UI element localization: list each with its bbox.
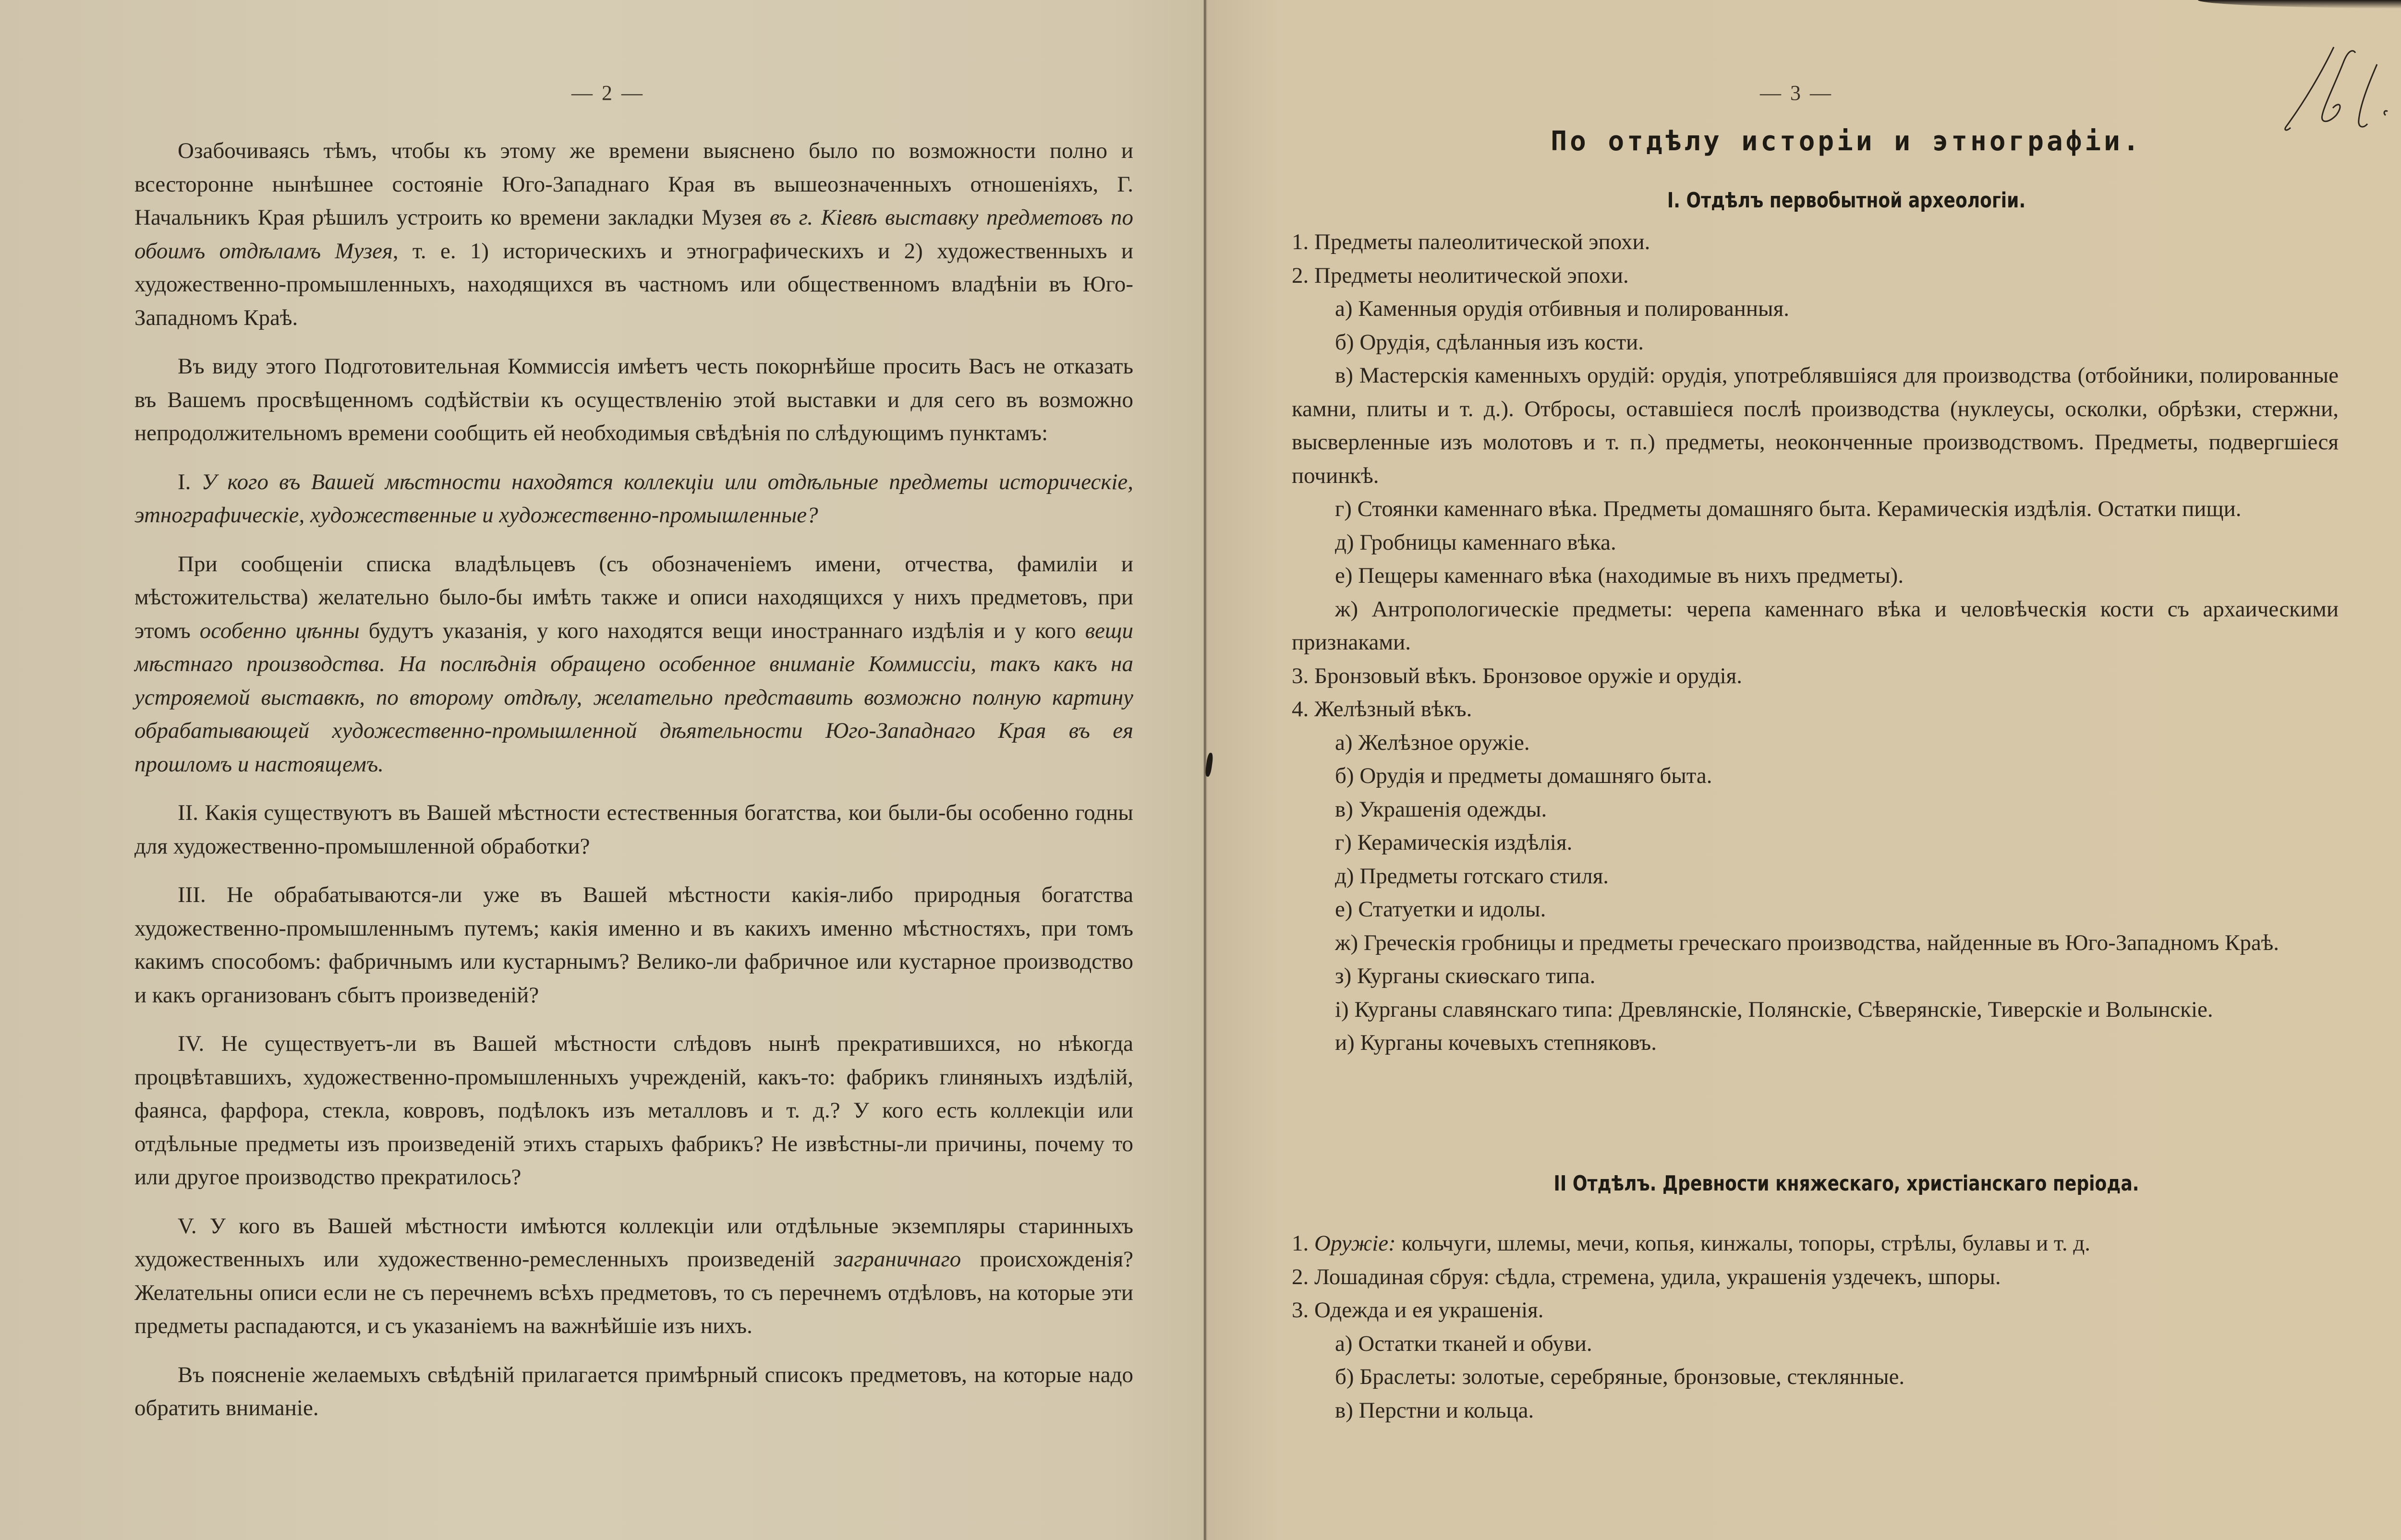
paragraph	[134, 878, 1133, 1012]
paragraph-gap	[134, 1343, 1133, 1359]
section-2-list	[1292, 1227, 2339, 1427]
text: IV. Не существуетъ-ли въ Вашей мѣстности слѣдовъ нынѣ прекратившихся, но нѣкогда процвѣтавшихъ, художественно-промышленныхъ учрежденій, какъ-то: фабрикъ глиняныхъ издѣлій, фаянса, фарфора, стекла, ковровъ, подѣлокъ изъ металловъ и т. д.? У кого есть коллекціи или отдѣльные предметы изъ произведеній этихъ старыхъ фабрикъ? Не извѣстны-ли причины, почему то или другое производство прекратилось?	[134, 1031, 1133, 1190]
paragraph	[134, 1027, 1133, 1194]
list-subitem: б) Орудія и предметы домашняго быта.	[1335, 763, 1712, 788]
list-subitem: а) Желѣзное оружіе.	[1335, 730, 1530, 755]
paragraph-gap	[134, 532, 1133, 548]
paragraph	[134, 466, 1133, 532]
list-item: 3. Бронзовый вѣкъ. Бронзовое оружіе и орудія.	[1292, 663, 1743, 688]
italic-text: въ г. Кіевѣ выставку предметовъ по обоимъ отдѣламъ Музея	[134, 205, 1134, 264]
text: будутъ указанія, у кого находятся вещи иностраннаго издѣлія и у кого	[359, 618, 1085, 643]
list-subitem: д) Предметы готскаго стиля.	[1335, 863, 1609, 889]
text: III. Не обрабатываются-ли уже въ Вашей мѣстности какія-либо природныя богатства художественно-промышленнымъ путемъ; какія именно и въ какихъ именно мѣстностяхъ, при томъ какимъ способомъ: фабричнымъ или кустарнымъ? Велико-ли фабричное или кустарное производство и какъ организованъ сбытъ произведеній?	[134, 882, 1133, 1008]
list-subitem: е) Пещеры каменнаго вѣка (находимые въ нихъ предметы).	[1335, 563, 1904, 588]
paragraph-gap	[134, 450, 1133, 466]
section-2-heading: II Отдѣлъ. Древности княжескаго, христіанскаго періода.	[1553, 1171, 2139, 1196]
list-subitem: в) Перстни и кольца.	[1335, 1397, 1534, 1423]
text: При сообщеніи списка владѣльцевъ (съ обозначеніемъ имени, отчества, фамиліи и мѣстожительства) желательно было-бы имѣть также и описи находящихся у нихъ предметовъ, при этомъ	[134, 551, 1133, 643]
list-subitem: в) Украшенія одежды.	[1335, 796, 1547, 822]
list-item: 2. Предметы неолитической эпохи.	[1292, 263, 1629, 288]
paragraph	[134, 796, 1133, 863]
italic-text: У кого въ Вашей мѣстности находятся коллекціи или отдѣльные предметы историческіе, этнографическіе, художественные и художественно-промышленные?	[134, 469, 1133, 528]
italic-text: заграничнаго	[834, 1247, 961, 1272]
list-subitem: а) Каменныя орудія отбивныя и полированныя.	[1335, 296, 1789, 321]
list-item-italic: Оружіе:	[1314, 1231, 1396, 1256]
paragraph-gap	[134, 1012, 1133, 1027]
text: происхожденія? Желательны описи если не съ перечнемъ всѣхъ предметовъ, то съ перечнемъ отдѣловъ, на которые эти предметы распадаются, и съ указаніемъ на важнѣйшіе изъ нихъ.	[134, 1247, 1133, 1338]
list-subitem: ж) Греческія гробницы и предметы греческаго производства, найденные въ Юго-Западномъ Краѣ.	[1335, 930, 2280, 955]
list-subitem: з) Курганы скиѳскаго типа.	[1335, 963, 1596, 988]
page-edge-shadow	[2198, 0, 2401, 9]
list-item	[1292, 1227, 2339, 1261]
paragraph	[134, 548, 1133, 782]
paragraph-gap	[134, 1194, 1133, 1210]
section-1-list	[1292, 226, 2339, 1060]
list-item: 3. Одежда и ея украшенія.	[1292, 1298, 1544, 1323]
list-item: 4. Желѣзный вѣкъ.	[1292, 697, 1472, 722]
page-number-left: — 2 —	[571, 81, 644, 105]
section-1-heading: I. Отдѣлъ первобытной археологіи.	[1667, 188, 2026, 213]
list-subitem: і) Курганы славянскаго типа: Древлянскіе, Полянскіе, Сѣверянскіе, Тиверскіе и Волынскіе.	[1335, 997, 2213, 1022]
italic-text: вещи мѣстнаго производства. На послѣднія обращено особенное вниманіе Коммиссіи, такъ какъ на устрояемой выставкѣ, по второму отдѣлу, желательно представить возможно полную картину обрабатывающей художественно-промышленной дѣятельности Юго-Западнаго Края въ ея прошломъ и настоящемъ.	[134, 618, 1134, 777]
text: I.	[178, 469, 202, 494]
list-subitem: е) Статуетки и идолы.	[1335, 897, 1546, 922]
list-subitem: г) Керамическія издѣлія.	[1335, 830, 1573, 855]
paragraph	[134, 1359, 1133, 1425]
list-subitem: а) Остатки тканей и обуви.	[1335, 1331, 1592, 1356]
paragraph-gap	[134, 781, 1133, 796]
handwritten-folio-number	[2276, 43, 2391, 134]
text: Озабочиваясь тѣмъ, чтобы къ этому же времени выяснено было по возможности полно и всесторонне нынѣшнее состояніе Юго-Западнаго Края въ вышеозначенныхъ отношеніяхъ, Г. Начальникъ Края рѣшилъ устроить ко времени закладки Музея	[134, 138, 1133, 230]
list-subitem: и) Курганы кочевыхъ степняковъ.	[1335, 1030, 1657, 1055]
list-subitem: б) Орудія, сдѣланныя изъ кости.	[1335, 329, 1644, 355]
paragraph-gap	[134, 863, 1133, 878]
text: Въ поясненіе желаемыхъ свѣдѣній прилагается примѣрный списокъ предметовъ, на которые надо обратить вниманіе.	[134, 1362, 1133, 1420]
list-subitem: г) Стоянки каменнаго вѣка. Предметы домашняго быта. Керамическія издѣлія. Остатки пищи.	[1335, 496, 2242, 521]
page-number-right: — 3 —	[1760, 81, 1833, 105]
list-item-label: 1.	[1292, 1231, 1314, 1256]
list-subitem: ж) Антропологическіе предметы: черепа каменнаго вѣка и человѣческія кости съ архаическими признаками.	[1292, 596, 2339, 655]
text: Въ виду этого Подготовительная Коммиссія имѣетъ честь покорнѣйше просить Васъ не отказать въ Вашемъ просвѣщенномъ содѣйствіи къ осуществленію этой выставки и для сего въ возможно непродолжительномъ времени сообщить ей необходимыя свѣдѣнія по слѣдующимъ пунктамъ:	[134, 354, 1133, 445]
paragraph	[134, 1210, 1133, 1343]
text: II. Какія существуютъ въ Вашей мѣстности естественныя богатства, кои были-бы особенно годны для художественно-промышленной обработки?	[134, 800, 1133, 859]
text: , т. е. 1) историческихъ и этнографическихъ и 2) художественныхъ и художественно-промышленныхъ, находящихся въ частномъ или общественномъ владѣніи въ Юго-Западномъ Краѣ.	[134, 238, 1133, 330]
text: V. У кого въ Вашей мѣстности имѣются коллекціи или отдѣльные экземпляры старинныхъ художественныхъ или художественно-ремесленныхъ произведеній	[134, 1213, 1133, 1272]
list-subitem: д) Гробницы каменнаго вѣка.	[1335, 529, 1616, 555]
list-item: 1. Предметы палеолитической эпохи.	[1292, 229, 1650, 254]
list-item: 2. Лошадиная сбруя: сѣдла, стремена, удила, украшенія уздечекъ, шпоры.	[1292, 1264, 2001, 1289]
italic-text: особенно цѣнны	[199, 618, 360, 643]
list-subitem: в) Мастерскія каменныхъ орудій: орудія, употреблявшіяся для производства (отбойники, полированные камни, плиты и т. д.). Отбросы, оставшіеся послѣ производства (нуклеусы, осколки, обрѣзки, стержни, высверленные изъ молотовъ и т. п.) предметы, неоконченные производствомъ. Предметы, подвергшіеся починкѣ.	[1292, 363, 2339, 488]
paragraph	[134, 350, 1133, 450]
list-subitem: б) Браслеты: золотые, серебряные, бронзовые, стеклянные.	[1335, 1364, 1905, 1389]
document-title: По отдѣлу исторіи и этнографіи.	[1551, 126, 2142, 157]
paragraph-gap	[134, 335, 1133, 350]
left-page-body	[134, 134, 1133, 1425]
paragraph	[134, 134, 1133, 335]
list-item-text: кольчуги, шлемы, мечи, копья, кинжалы, топоры, стрѣлы, булавы и т. д.	[1395, 1231, 2091, 1256]
